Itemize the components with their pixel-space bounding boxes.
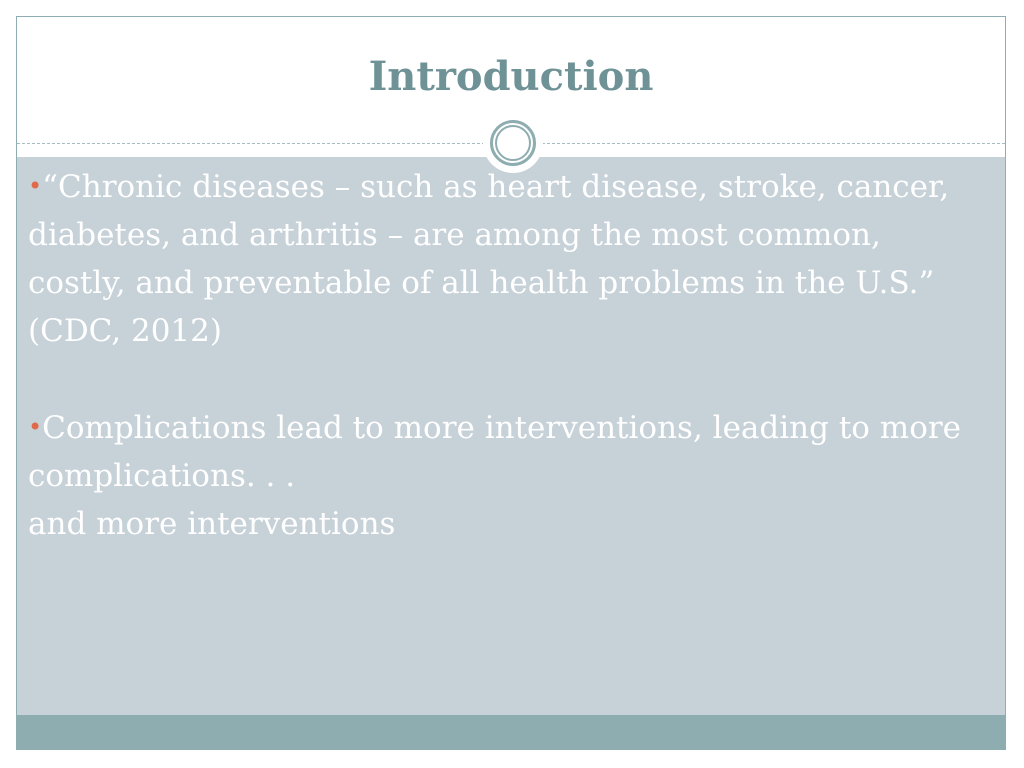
bullet-continuation-text: and more interventions — [28, 506, 396, 542]
bullet-list — [28, 162, 968, 596]
slide-title: Introduction — [368, 53, 654, 100]
bullet-item — [28, 162, 968, 355]
footer-bar — [17, 715, 1005, 750]
bullet-text: “Chronic diseases – such as heart disease, stroke, cancer, diabetes, and arthritis – are among the most common, costly, and preventable of all health problems in the U.S.” (CDC, 2012) — [28, 169, 950, 349]
ornament-inner-ring — [495, 125, 531, 161]
bullet-icon: • — [28, 172, 43, 200]
bullet-text: Complications lead to more interventions, leading to more complications. . . — [28, 410, 962, 494]
bullet-icon: • — [28, 413, 43, 441]
bullet-item — [28, 403, 968, 548]
